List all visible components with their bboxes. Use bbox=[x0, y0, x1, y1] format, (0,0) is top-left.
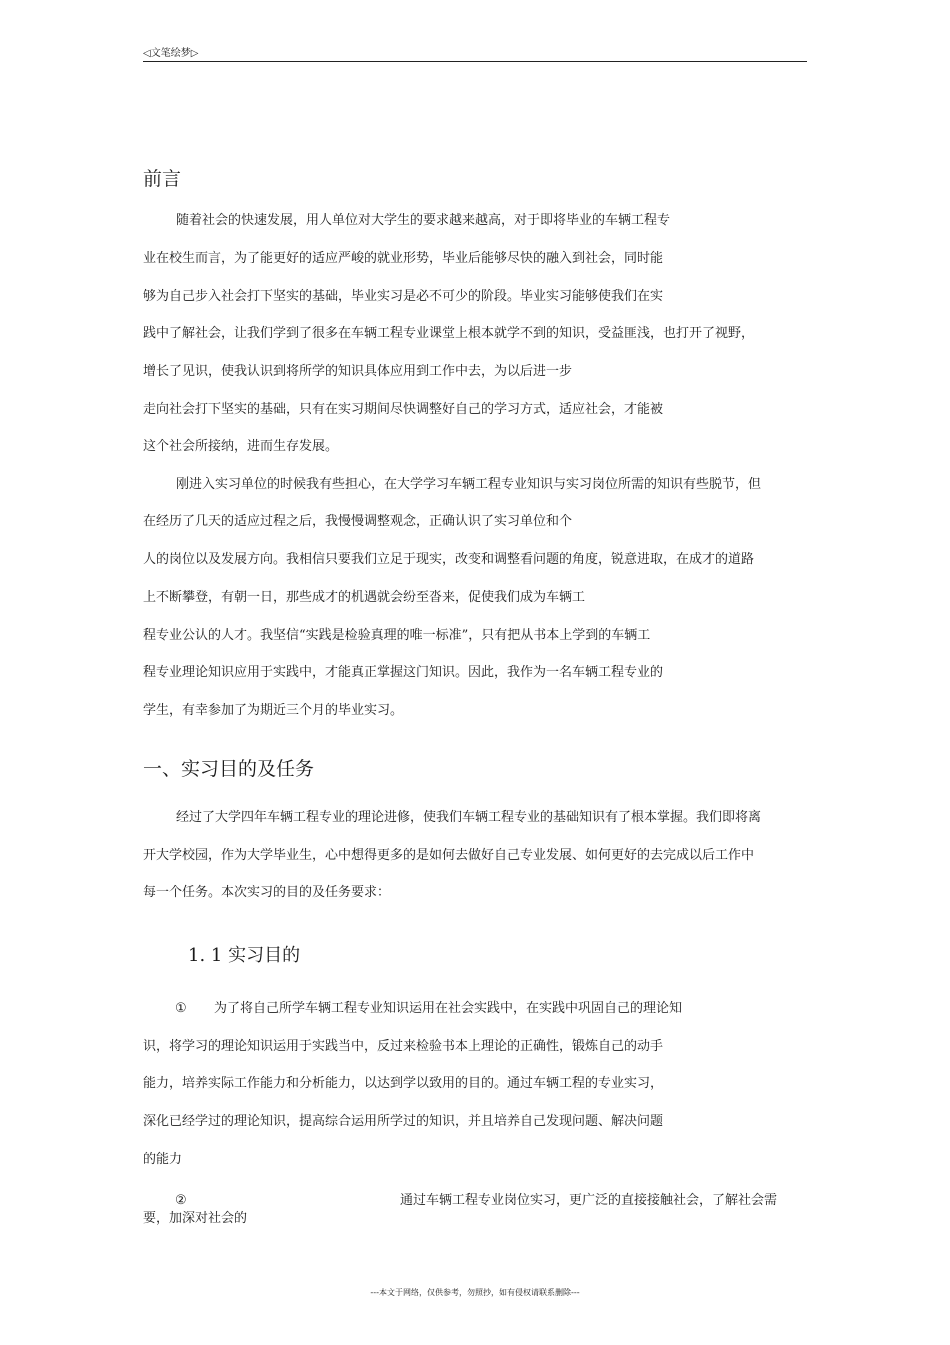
item1-line: 为了将自己所学车辆工程专业知识运用在社会实践中，在实践中巩固自己的理论知 bbox=[214, 1001, 683, 1016]
preface-p1-line: 增长了见识，使我认识到将所学的知识具体应用到工作中去，为以后进一步 bbox=[143, 364, 573, 379]
footer-text: ---本文于网络，仅供参考，勿照抄，如有侵权请联系删除--- bbox=[370, 1288, 580, 1297]
subsection-title: 1. 1 实习目的 bbox=[188, 945, 301, 966]
preface-title: 前言 bbox=[143, 168, 182, 190]
item1-line: 的能力 bbox=[143, 1152, 183, 1167]
preface-p1-line: 够为自己步入社会打下坚实的基础，毕业实习是必不可少的阶段。毕业实习能够使我们在实 bbox=[143, 289, 664, 304]
header-text: ◁文笔绘梦▷ bbox=[143, 48, 199, 59]
preface-p2-line: 程专业理论知识应用于实践中，才能真正掌握这门知识。因此，我作为一名车辆工程专业的 bbox=[143, 665, 664, 680]
item1-line: 能力，培养实际工作能力和分析能力，以达到学以致用的目的。通过车辆工程的专业实习， bbox=[143, 1076, 664, 1091]
section1-p1-line: 开大学校园，作为大学毕业生，心中想得更多的是如何去做好自己专业发展、如何更好的去完成以后工作中 bbox=[143, 848, 755, 863]
preface-p2-line: 程专业公认的人才。我坚信“实践是检验真理的唯一标准”，只有把从书本上学到的车辆工 bbox=[143, 628, 651, 643]
preface-p1-line: 这个社会所接纳，进而生存发展。 bbox=[143, 439, 339, 454]
preface-p2-line: 刚进入实习单位的时候我有些担心，在大学学习车辆工程专业知识与实习岗位所需的知识有些脱节，但 bbox=[176, 477, 762, 492]
item2-line: 要，加深对社会的 bbox=[143, 1211, 248, 1226]
section1-p1-line: 每一个任务。本次实习的目的及任务要求： bbox=[143, 885, 391, 900]
item1-marker: ① bbox=[175, 1001, 187, 1016]
preface-p1-line: 走向社会打下坚实的基础，只有在实习期间尽快调整好自己的学习方式，适应社会，才能被 bbox=[143, 402, 664, 417]
preface-p2-line: 学生，有幸参加了为期近三个月的毕业实习。 bbox=[143, 703, 404, 718]
preface-p1-line: 随着社会的快速发展，用人单位对大学生的要求越来越高，对于即将毕业的车辆工程专 bbox=[176, 213, 671, 228]
preface-p2-line: 在经历了几天的适应过程之后，我慢慢调整观念，正确认识了实习单位和个 bbox=[143, 514, 573, 529]
item1-line: 深化已经学过的理论知识，提高综合运用所学过的知识，并且培养自己发现问题、解决问题 bbox=[143, 1114, 664, 1129]
section1-p1-line: 经过了大学四年车辆工程专业的理论进修，使我们车辆工程专业的基础知识有了根本掌握。我们即将离 bbox=[176, 810, 762, 825]
item1-line: 识，将学习的理论知识运用于实践当中，反过来检验书本上理论的正确性，锻炼自己的动手 bbox=[143, 1039, 664, 1054]
preface-p2-line: 上不断攀登，有朝一日，那些成才的机遇就会纷至沓来，促使我们成为车辆工 bbox=[143, 590, 586, 605]
header-rule bbox=[143, 61, 807, 62]
preface-p1-line: 业在校生而言，为了能更好的适应严峻的就业形势，毕业后能够尽快的融入到社会，同时能 bbox=[143, 251, 664, 266]
item2-marker: ② bbox=[175, 1193, 187, 1208]
item2-line: 通过车辆工程专业岗位实习，更广泛的直接接触社会，了解社会需 bbox=[400, 1193, 778, 1208]
section1-title: 一、实习目的及任务 bbox=[143, 758, 315, 780]
preface-p1-line: 践中了解社会，让我们学到了很多在车辆工程专业课堂上根本就学不到的知识，受益匪浅，也打开了视野， bbox=[143, 326, 755, 341]
preface-p2-line: 人的岗位以及发展方向。我相信只要我们立足于现实，改变和调整看问题的角度，锐意进取，在成才的道路 bbox=[143, 552, 755, 567]
